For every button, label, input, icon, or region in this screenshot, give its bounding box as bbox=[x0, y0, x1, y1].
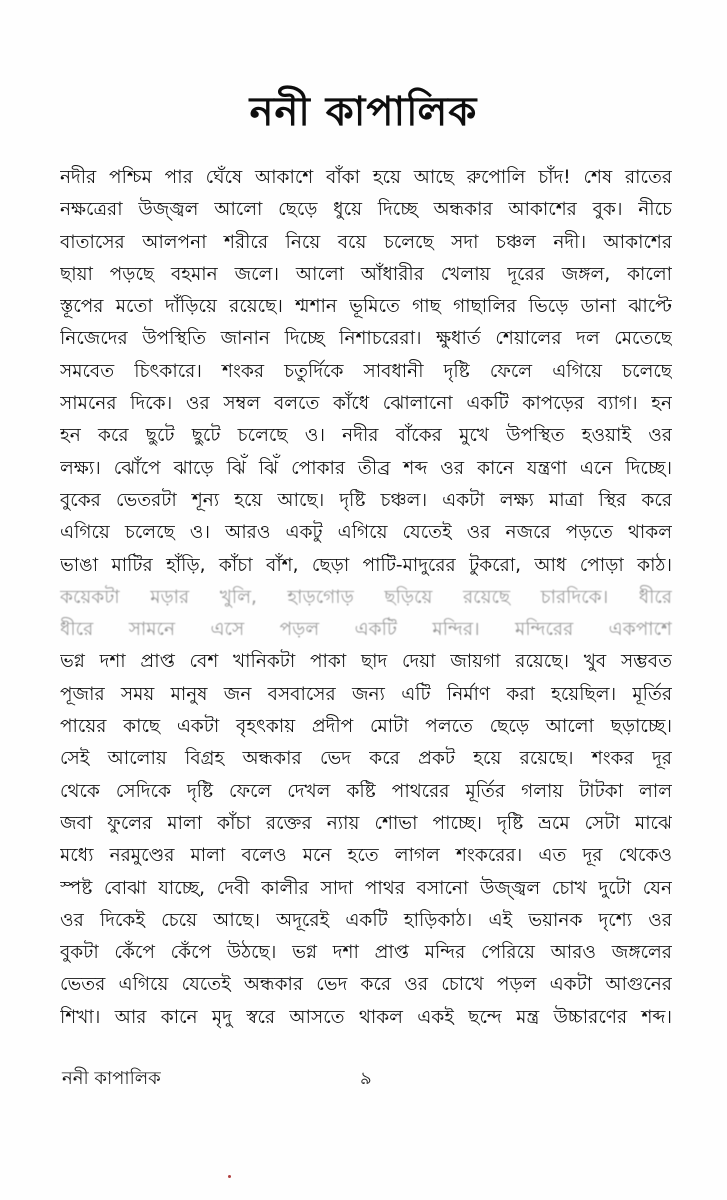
text-line: স্তূপের মতো দাঁড়িয়ে রয়েছে। শ্মশান ভূমিতে গাছ গাছালির ভিড়ে ডানা ঝাপ্টে bbox=[60, 296, 672, 318]
text-line: লক্ষ্য। ঝোঁপে ঝাড়ে ঝিঁ ঝিঁ পোকার তীব্র শব্দ ওর কানে যন্ত্রণা এনে দিচ্ছে। bbox=[60, 457, 672, 479]
text-line: সমবেত চিৎকারে। শংকর চতুর্দিকে সাবধানী দৃষ্টি ফেলে এগিয়ে চলেছে bbox=[60, 360, 672, 382]
text-line: জবা ফুলের মালা কাঁচা রক্তের ন্যায় শোভা পাচ্ছে। দৃষ্টি ভ্রমে সেটা মাঝে bbox=[60, 812, 672, 834]
text-line: ভেতর এগিয়ে যেতেই অন্ধকার ভেদ করে ওর চোখে পড়ল একটা আগুনের bbox=[60, 974, 672, 996]
text-line: পূজার সময় মানুষ জন বসবাসের জন্য এটি নির্মাণ করা হয়েছিল। মূর্তির bbox=[60, 683, 672, 705]
text-line: বুকটা কেঁপে কেঁপে উঠছে। ভগ্ন দশা প্রাপ্ত মন্দির পেরিয়ে আরও জঙ্গলের bbox=[60, 942, 672, 964]
text-line: ছায়া পড়ছে বহমান জলে। আলো আঁধারীর খেলায় দূরের জঙ্গল, কালো bbox=[60, 263, 672, 285]
text-line-faded: ধীরে সামনে এসে পড়ল একটি মন্দির। মন্দিরের একপাশে bbox=[60, 619, 672, 641]
print-speck bbox=[228, 1175, 231, 1178]
text-line: হন করে ছুটে ছুটে চলেছে ও। নদীর বাঁকের মুখে উপস্থিত হওয়াই ওর bbox=[60, 425, 672, 447]
text-line: স্পষ্ট বোঝা যাচ্ছে, দেবী কালীর সাদা পাথর বসানো উজ্জ্বল চোখ দুটো যেন bbox=[60, 877, 672, 899]
text-line: মধ্যে নরমুণ্ডের মালা বলেও মনে হতে লাগল শংকরের। এত দূর থেকেও bbox=[60, 845, 672, 867]
text-line: সামনের দিকে। ওর সম্বল বলতে কাঁধে ঝোলানো একটি কাপড়ের ব্যাগ। হন bbox=[60, 393, 672, 415]
text-line: থেকে সেদিকে দৃষ্টি ফেলে দেখল কষ্টি পাথরের মূর্তির গলায় টাটকা লাল bbox=[60, 780, 672, 802]
page-title: ননী কাপালিক bbox=[249, 89, 478, 135]
text-line: ভাঙা মাটির হাঁড়ি, কাঁচা বাঁশ, ছেড়া পাটি-মাদুরের টুকরো, আধ পোড়া কাঠ। bbox=[60, 554, 672, 576]
body-text bbox=[60, 162, 672, 1034]
text-line: নদীর পশ্চিম পার ঘেঁষে আকাশে বাঁকা হয়ে আছে রুপোলি চাঁদ! শেষ রাতের bbox=[60, 167, 672, 188]
text-line-faded: কয়েকটা মড়ার খুলি, হাড়গোড় ছড়িয়ে রয়েছে চারদিকে। ধীরে bbox=[60, 586, 672, 608]
text-line: শিখা। আর কানে মৃদু স্বরে আসতে থাকল একই ছন্দে মন্ত্র উচ্চারণের শব্দ। bbox=[60, 1006, 672, 1028]
text-line: পায়ের কাছে একটা বৃহৎকায় প্রদীপ মোটা পলতে ছেড়ে আলো ছড়াচ্ছে। bbox=[60, 716, 672, 738]
text-line: ওর দিকেই চেয়ে আছে। অদূরেই একটি হাড়িকাঠ। এই ভয়ানক দৃশ্যে ওর bbox=[60, 909, 672, 931]
text-line: নিজেদের উপস্থিতি জানান দিচ্ছে নিশাচরেরা। ক্ষুধার্ত শেয়ালের দল মেতেছে bbox=[60, 328, 672, 350]
page-number: ৯ bbox=[360, 1068, 372, 1089]
text-line: বুকের ভেতরটা শূন্য হয়ে আছে। দৃষ্টি চঞ্চল। একটা লক্ষ্য মাত্রা স্থির করে bbox=[60, 489, 672, 511]
footer-book-title: ননী কাপালিক bbox=[62, 1068, 161, 1089]
text-line: ভগ্ন দশা প্রাপ্ত বেশ খানিকটা পাকা ছাদ দেয়া জায়গা রয়েছে। খুব সম্ভবত bbox=[60, 651, 672, 673]
text-line: এগিয়ে চলেছে ও। আরও একটু এগিয়ে যেতেই ওর নজরে পড়তে থাকল bbox=[60, 522, 672, 544]
text-line: বাতাসের আলপনা শরীরে নিয়ে বয়ে চলেছে সদা চঞ্চল নদী। আকাশের bbox=[60, 231, 672, 253]
text-line: সেই আলোয় বিগ্রহ অন্ধকার ভেদ করে প্রকট হয়ে রয়েছে। শংকর দূর bbox=[60, 748, 672, 770]
text-line: নক্ষত্রেরা উজ্জ্বল আলো ছেড়ে ধুয়ে দিচ্ছে অন্ধকার আকাশের বুক। নীচে bbox=[60, 199, 672, 221]
